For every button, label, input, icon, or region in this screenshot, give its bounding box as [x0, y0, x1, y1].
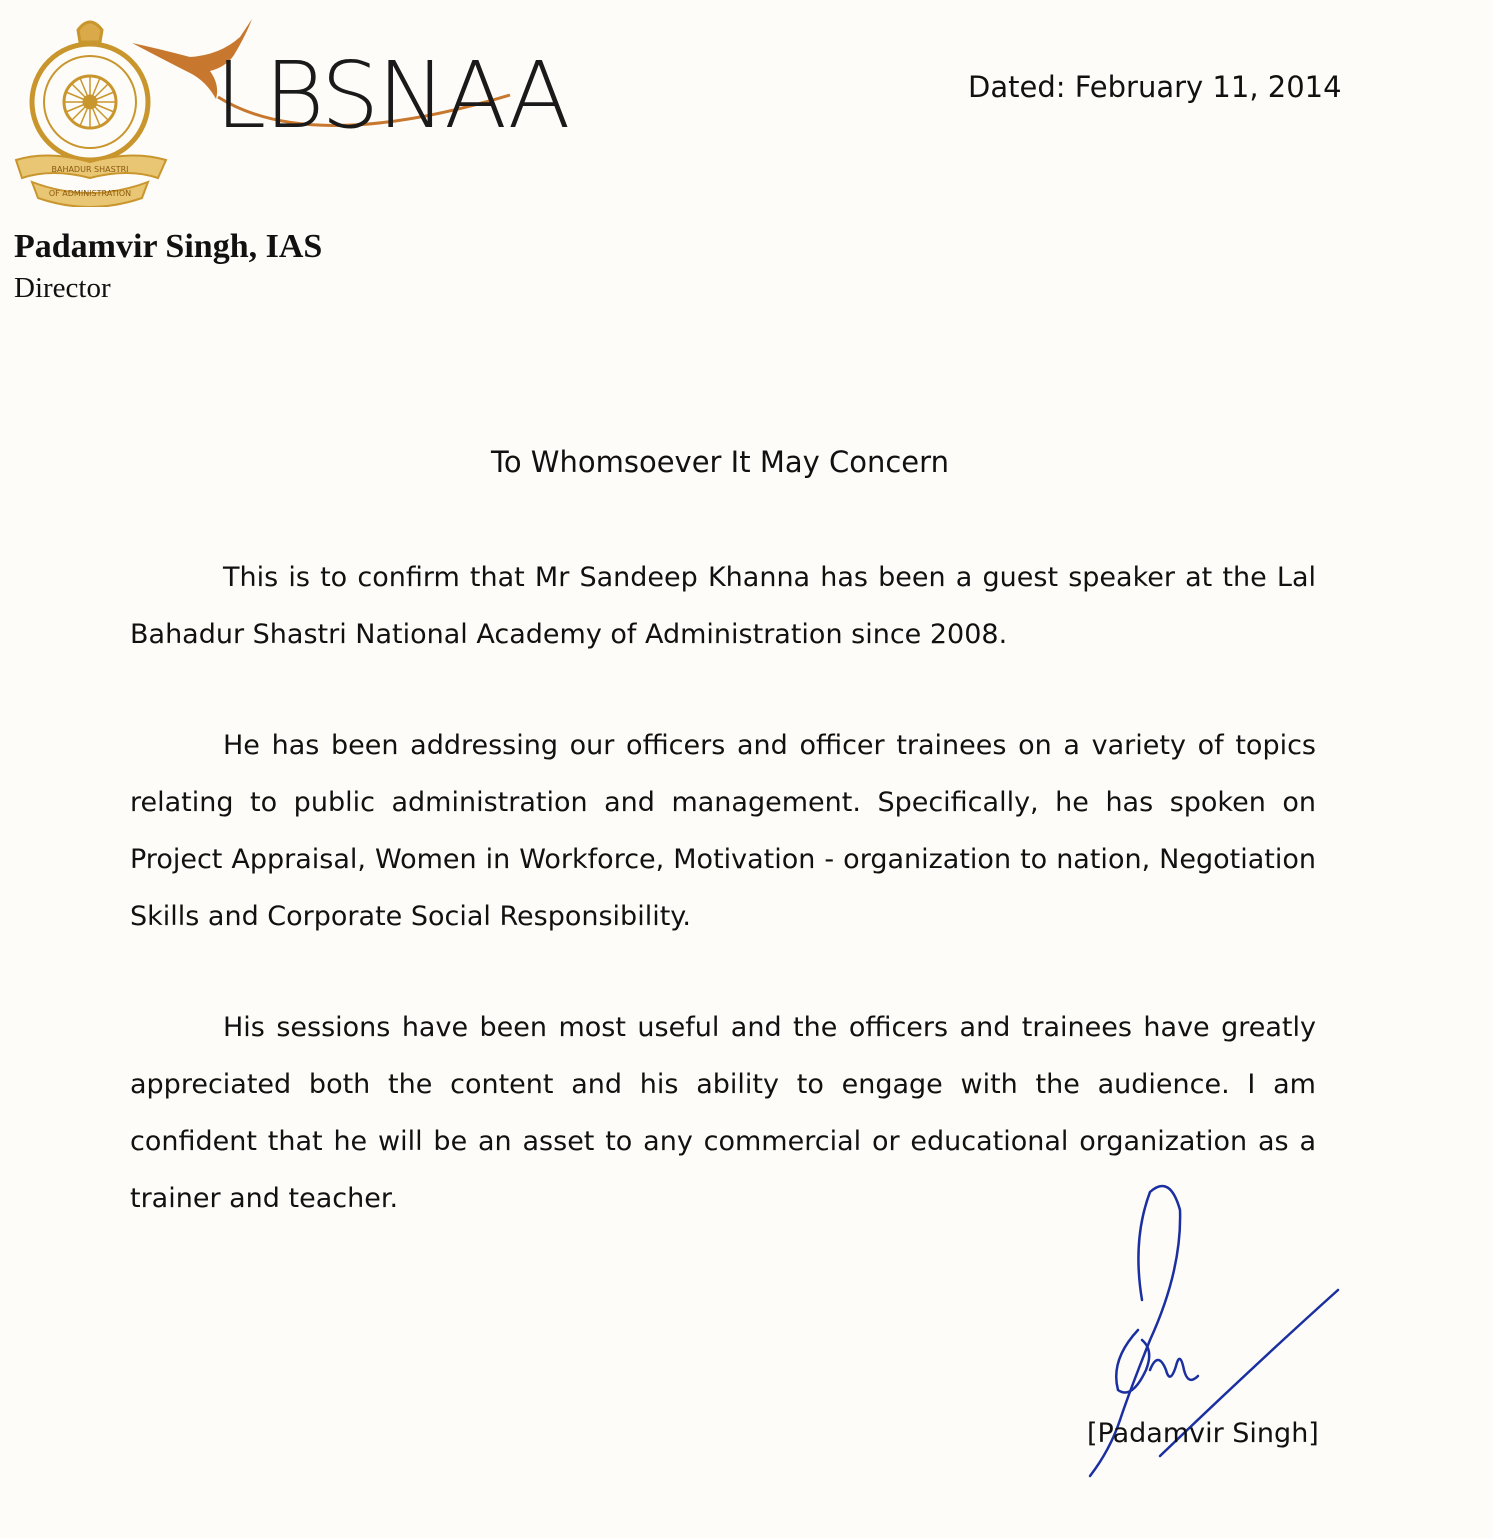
body-paragraph-3: His sessions have been most useful and the officers and trainees have greatly appreciated both the content and his ability to engage with the audience. I am confident that he will be an asset to any commercial or educational organization as a trainer and teacher. [130, 1012, 1316, 1214]
body-paragraph-1: This is to confirm that Mr Sandeep Khanna has been a guest speaker at the Lal Bahadur Shastri National Academy of Administration since 2008. [130, 562, 1316, 650]
sender-designation: Director [14, 272, 111, 304]
sender-name: Padamvir Singh, IAS [14, 228, 323, 265]
signatory-printed-name: [Padamvir Singh] [1087, 1418, 1319, 1449]
lbsnaa-wordmark: LBSNAA [215, 42, 569, 149]
letter-date: Dated: February 11, 2014 [968, 70, 1342, 104]
letter-subject: To Whomsoever It May Concern [491, 445, 949, 479]
svg-text:BAHADUR SHASTRI: BAHADUR SHASTRI [51, 165, 129, 174]
svg-text:OF ADMINISTRATION: OF ADMINISTRATION [48, 189, 132, 198]
body-paragraph-2: He has been addressing our officers and officer trainees on a variety of topics relating to public administration and management. Specifically, he has spoken on Project Appraisal, Women in Workforce, Motivation - organization to nation, Negotiation Skills and Corporate Social Responsibility. [130, 730, 1316, 932]
